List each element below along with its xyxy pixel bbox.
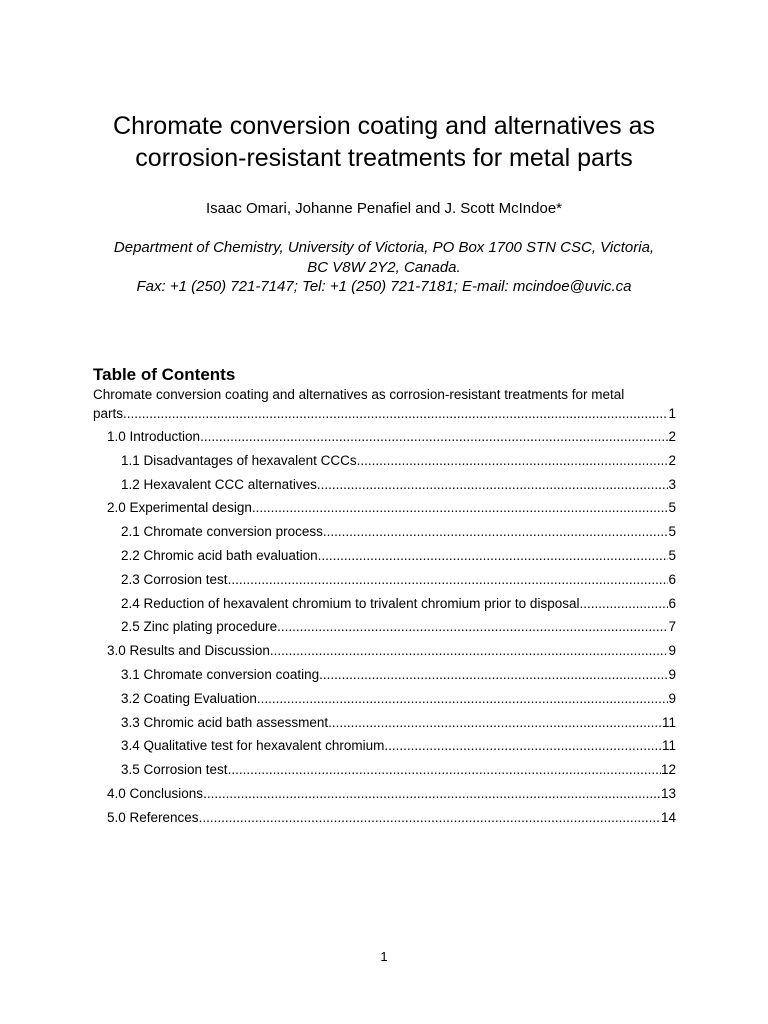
toc-dot-leader [328,714,662,732]
author-list: Isaac Omari, Johanne Penafiel and J. Scott McIndoe* [205,200,563,217]
affiliation-line: Department of Chemistry, University of Victoria, PO Box 1700 STN CSC, Victoria, [113,239,655,256]
toc-dot-leader [277,618,668,636]
toc-page-number: 5 [668,547,676,563]
toc-entry[interactable] [93,690,676,714]
toc-entry-label: 1.1 Disadvantages of hexavalent CCCs [121,452,357,468]
toc-entry-label: 2.5 Zinc plating procedure [121,619,278,635]
toc-entry-label: 2.0 Experimental design [107,500,252,516]
toc-page-number: 3 [668,476,676,492]
toc-entry-label: 3.0 Results and Discussion [107,643,270,659]
toc-entry[interactable] [93,785,676,809]
toc-entry[interactable] [93,547,676,571]
toc-entry-label: 2.2 Chromic acid bath evaluation [121,547,318,563]
toc-page-number: 1 [668,405,676,421]
toc-page-number: 11 [661,738,676,754]
toc-entry-label: 4.0 Conclusions [107,785,204,801]
title-line: corrosion-resistant treatments for metal parts [135,144,633,172]
toc-dot-leader [257,690,669,708]
toc-entry[interactable] [93,523,676,547]
toc-entry-label: 5.0 References [107,809,199,825]
toc-entry[interactable] [93,761,676,785]
toc-heading: Table of Contents [93,365,236,384]
toc-dot-leader [228,571,669,589]
toc-page-number: 9 [668,643,676,659]
toc-page-number: 5 [668,500,676,516]
affiliation-line: BC V8W 2Y2, Canada. [307,258,461,276]
toc-page-number: 12 [660,762,676,778]
toc-entry-label: 3.3 Chromic acid bath assessment [121,714,329,730]
toc-entry[interactable] [93,452,676,476]
toc-entry-label: 3.5 Corrosion test [121,762,228,778]
toc-page-number: 9 [668,690,676,706]
toc-page-number: 2 [668,452,676,468]
toc-dot-leader [323,523,669,541]
toc-page-number: 2 [668,429,676,444]
toc-dot-leader [357,452,669,470]
toc-page-number: 9 [668,666,676,682]
toc-entry[interactable] [93,737,676,761]
toc-dot-leader [319,666,668,684]
toc-list [93,428,676,833]
toc-page-number: 11 [661,714,676,730]
toc-entry[interactable] [93,666,676,690]
toc-entry[interactable] [93,476,676,500]
toc-page-number: 14 [660,809,676,825]
toc-dot-leader [270,642,669,660]
toc-page-number: 6 [668,595,676,611]
toc-dot-leader [228,761,661,779]
toc-entry-label: Chromate conversion coating and alternatives as corrosion-resistant treatments for metal [93,387,625,402]
page-number: 1 [380,949,388,964]
toc-page-number: 7 [668,619,676,635]
toc-entry-title[interactable] [93,386,676,423]
toc-dot-leader [200,428,668,446]
toc-dot-leader [199,809,661,827]
toc-entry[interactable] [93,428,676,452]
toc-dot-leader [384,737,662,755]
toc-entry[interactable] [93,642,676,666]
toc-dot-leader [123,405,668,423]
toc-entry-label: 2.1 Chromate conversion process [121,524,323,540]
toc-entry[interactable] [93,571,676,595]
toc-dot-leader [318,547,669,565]
title-line: Chromate conversion coating and alternatives as [113,112,655,140]
affiliation-block [60,238,708,297]
toc-dot-leader [203,785,661,803]
toc-entry-label: 2.3 Corrosion test [121,571,228,587]
toc-entry[interactable] [93,618,676,642]
toc-page-number: 6 [668,571,676,587]
toc-entry[interactable] [93,499,676,523]
toc-entry-label: 1.0 Introduction [107,429,201,444]
document-title [60,110,708,174]
toc-entry-label: 1.2 Hexavalent CCC alternatives [121,476,317,492]
toc-page-number: 13 [660,785,676,801]
toc-entry-label: 2.4 Reduction of hexavalent chromium to trivalent chromium prior to disposal [121,595,580,611]
toc-entry[interactable] [93,595,676,619]
toc-dot-leader [579,595,668,613]
toc-entry[interactable] [93,714,676,738]
toc-page-number: 5 [668,524,676,540]
toc-dot-leader [252,499,669,517]
toc-entry-label: 3.4 Qualitative test for hexavalent chromium [121,738,385,754]
toc-entry-label: 3.1 Chromate conversion coating [121,666,320,682]
toc-entry-label: parts [93,405,124,421]
toc-entry[interactable] [93,809,676,833]
toc-dot-leader [317,476,669,494]
toc-entry-label: 3.2 Coating Evaluation [121,690,257,706]
contact-line: Fax: +1 (250) 721-7147; Tel: +1 (250) 721-7181; E-mail: mcindoe@uvic.ca [136,278,632,295]
